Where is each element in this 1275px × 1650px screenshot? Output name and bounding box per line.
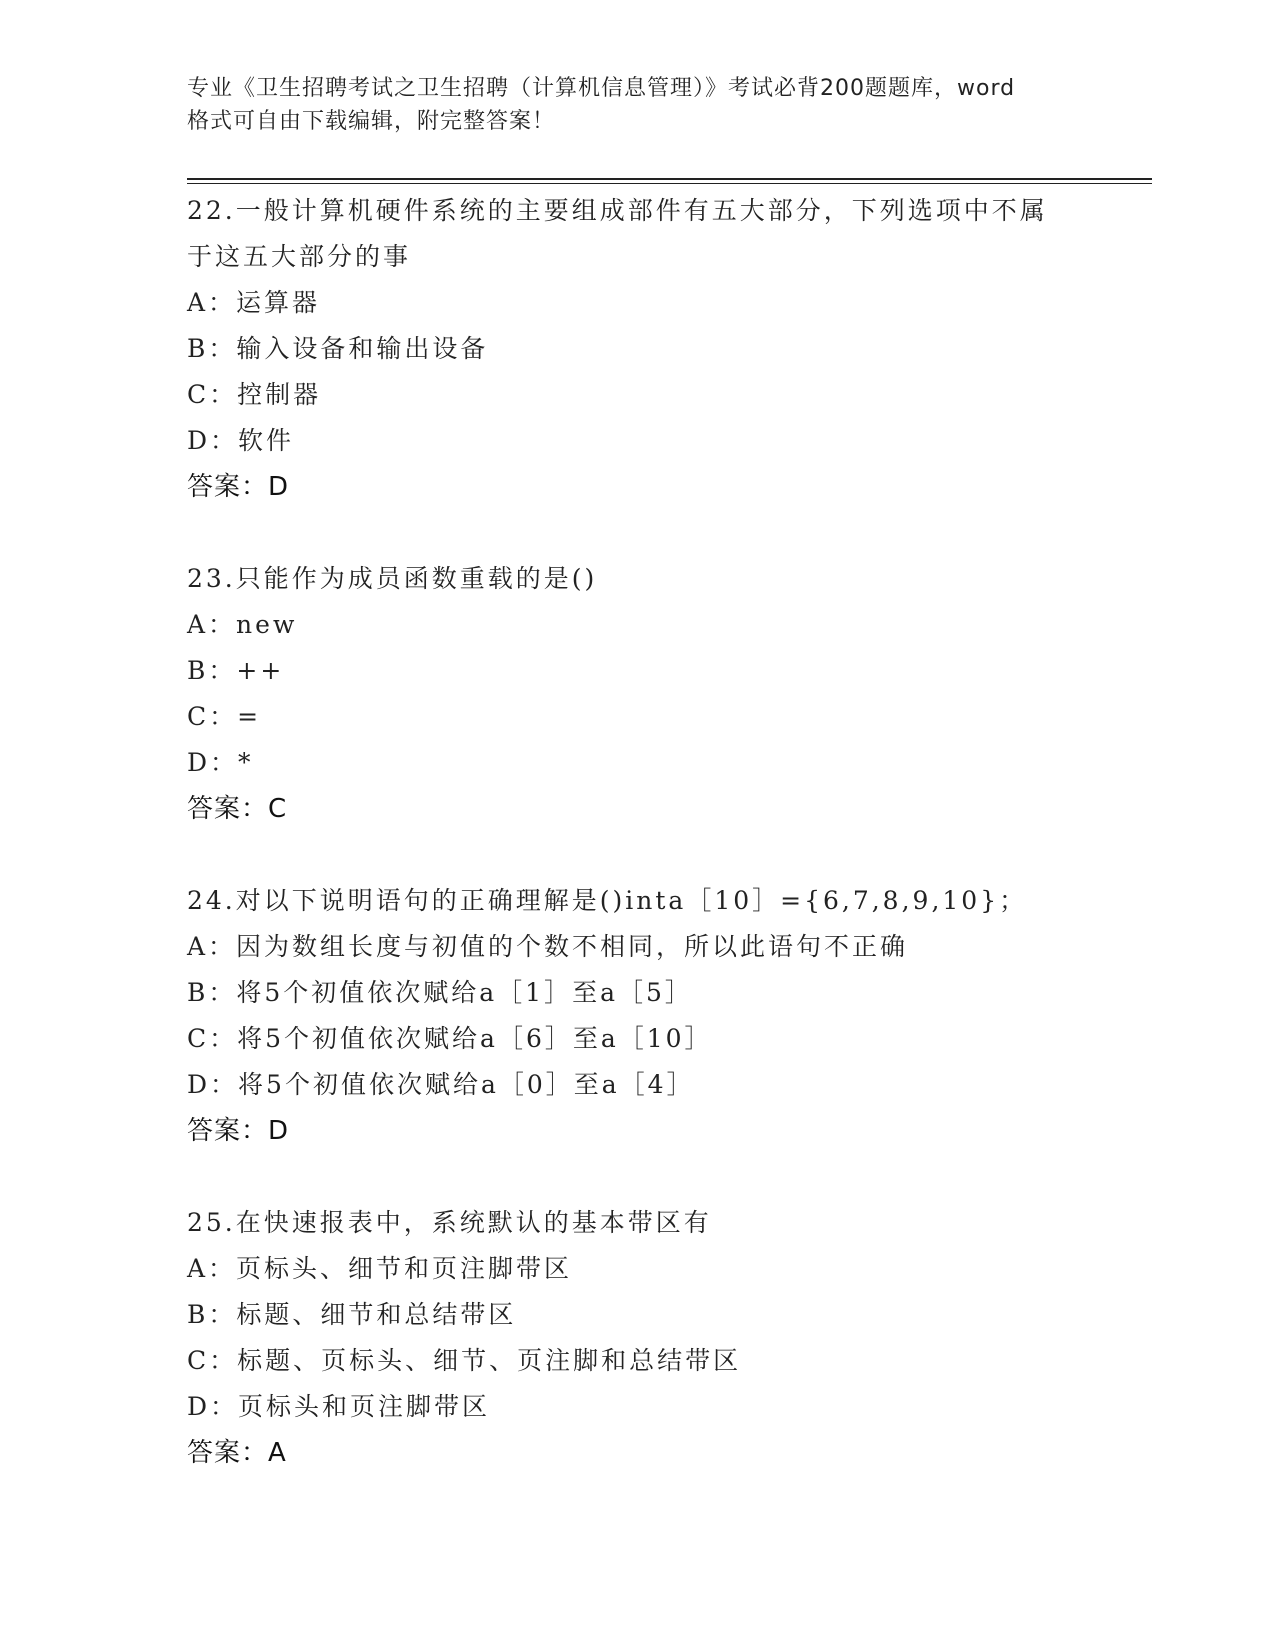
option-d: D：软件: [187, 426, 295, 455]
option-a: A：运算器: [187, 288, 321, 317]
header-line-1: 专业《卫生招聘考试之卫生招聘（计算机信息管理）》考试必背200题题库，word: [187, 76, 1016, 101]
option-b: B：++: [187, 656, 285, 685]
header-divider-thick: [187, 178, 1152, 180]
option-d: D：将5个初值依次赋给a［0］至a［4］: [187, 1070, 695, 1099]
question-stem: 24.对以下说明语句的正确理解是()inta［10］={6,7,8,9,10}；: [187, 886, 1028, 915]
option-b: B：输入设备和输出设备: [187, 334, 489, 363]
answer-line: 答案：C: [187, 794, 288, 824]
answer-line: 答案：D: [187, 1116, 290, 1146]
option-c: C：标题、页标头、细节、页注脚和总结带区: [187, 1346, 742, 1375]
question-23: [187, 556, 1087, 832]
header-line-2: 格式可自由下载编辑，附完整答案！: [187, 109, 556, 134]
question-24: [187, 878, 1087, 1154]
answer-line: 答案：A: [187, 1438, 287, 1468]
option-d: D：页标头和页注脚带区: [187, 1392, 491, 1421]
option-a: A：因为数组长度与初值的个数不相同，所以此语句不正确: [187, 932, 909, 961]
option-c: C：=: [187, 702, 262, 731]
option-d: D：*: [187, 748, 254, 777]
answer-line: 答案：D: [187, 472, 290, 502]
header-divider-thin: [187, 183, 1152, 184]
option-b: B：将5个初值依次赋给a［1］至a［5］: [187, 978, 693, 1007]
question-stem: 25.在快速报表中，系统默认的基本带区有: [187, 1208, 712, 1237]
document-header: [187, 72, 1087, 138]
option-c: C：控制器: [187, 380, 322, 409]
question-stem: 23.只能作为成员函数重载的是(): [187, 564, 598, 593]
question-stem-continued: 于这五大部分的事: [187, 242, 412, 271]
option-b: B：标题、细节和总结带区: [187, 1300, 517, 1329]
question-list: [187, 188, 1087, 1522]
question-22: [187, 188, 1087, 510]
option-c: C：将5个初值依次赋给a［6］至a［10］: [187, 1024, 713, 1053]
question-25: [187, 1200, 1087, 1476]
option-a: A：new: [187, 610, 298, 639]
option-a: A：页标头、细节和页注脚带区: [187, 1254, 573, 1283]
question-stem: 22.一般计算机硬件系统的主要组成部件有五大部分，下列选项中不属: [187, 196, 1048, 225]
